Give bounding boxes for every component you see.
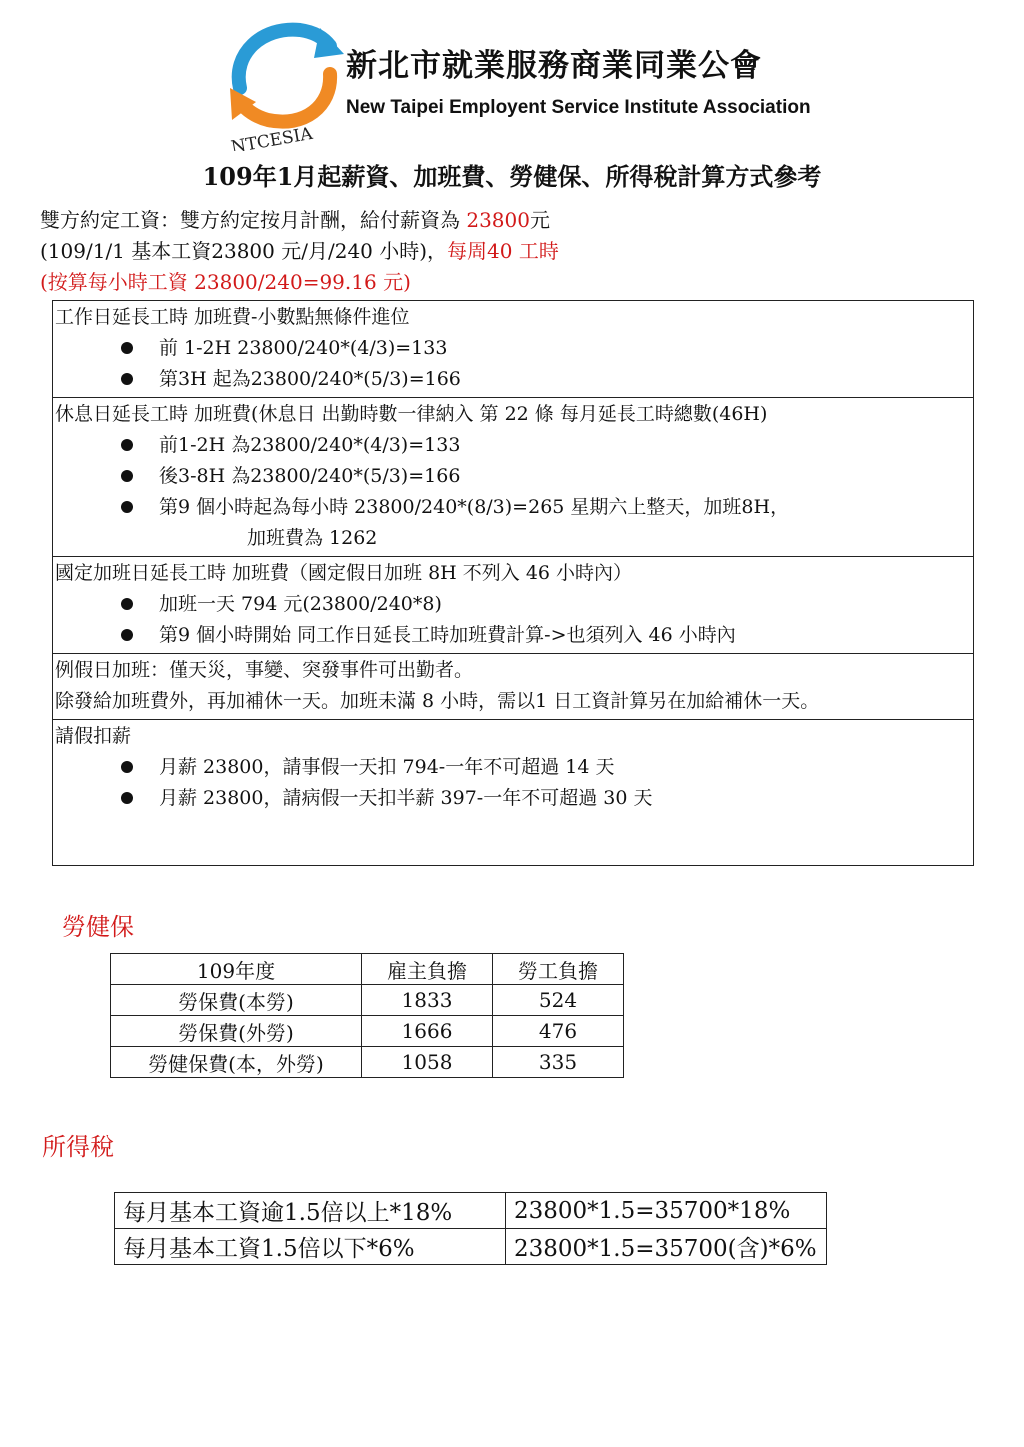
leave-deduction-heading: 請假扣薪 bbox=[55, 725, 132, 747]
circular-arrows-icon bbox=[222, 16, 347, 151]
table-header-cell: 雇主負擔 bbox=[362, 954, 493, 985]
leave-deduction-section bbox=[53, 720, 973, 865]
table-row bbox=[111, 985, 624, 1016]
table-row bbox=[111, 1047, 624, 1078]
weekday-overtime-section bbox=[53, 301, 973, 398]
table-cell: 勞保費(本勞) bbox=[111, 985, 362, 1016]
table-cell: 每月基本工資逾1.5倍以上*18% bbox=[115, 1193, 506, 1229]
table-header-cell: 勞工負擔 bbox=[493, 954, 624, 985]
list-item: 加班一天 794 元(23800/240*8) bbox=[55, 589, 973, 620]
table-row bbox=[111, 1016, 624, 1047]
holiday-overtime-heading: 國定加班日延長工時 加班費（國定假日加班 8H 不列入 46 小時內） bbox=[55, 562, 633, 584]
table-cell: 23800*1.5=35700(含)*6% bbox=[506, 1229, 827, 1265]
table-header-row bbox=[111, 954, 624, 985]
table-cell: 476 bbox=[493, 1016, 624, 1047]
restday-continuation: 加班費為 1262 bbox=[247, 527, 378, 549]
intro-salary-unit: 元 bbox=[529, 208, 550, 232]
restday-overtime-section bbox=[53, 398, 973, 557]
intro-weekly-hours: 每周40 工時 bbox=[447, 239, 559, 263]
table-cell: 335 bbox=[493, 1047, 624, 1078]
table-cell: 23800*1.5=35700*18% bbox=[506, 1193, 827, 1229]
table-cell: 1058 bbox=[362, 1047, 493, 1078]
table-cell: 勞健保費(本，外勞) bbox=[111, 1047, 362, 1078]
table-cell: 每月基本工資1.5倍以下*6% bbox=[115, 1229, 506, 1265]
table-cell: 524 bbox=[493, 985, 624, 1016]
regular-leave-line-1: 例假日加班：僅天災，事變、突發事件可出勤者。 bbox=[55, 659, 474, 681]
income-tax-table bbox=[114, 1192, 827, 1265]
list-item: 月薪 23800，請事假一天扣 794-一年不可超過 14 天 bbox=[55, 752, 973, 783]
intro-line-2 bbox=[40, 236, 559, 267]
list-item: 第3H 起為23800/240*(5/3)=166 bbox=[55, 364, 973, 395]
intro-hourly-wage: (按算每小時工資 23800/240=99.16 元) bbox=[40, 270, 411, 294]
weekday-overtime-heading: 工作日延長工時 加班費-小數點無條件進位 bbox=[55, 306, 410, 328]
table-cell: 1666 bbox=[362, 1016, 493, 1047]
holiday-overtime-section bbox=[53, 557, 973, 654]
list-item: 前 1-2H 23800/240*(4/3)=133 bbox=[55, 333, 973, 364]
list-item: 第9 個小時起為每小時 23800/240*(8/3)=265 星期六上整天，加班8H， bbox=[55, 492, 973, 523]
table-cell: 1833 bbox=[362, 985, 493, 1016]
list-item: 第9 個小時開始 同工作日延長工時加班費計算->也須列入 46 小時內 bbox=[55, 620, 973, 651]
logo-text: NTCESIA bbox=[229, 123, 315, 151]
table-header-cell: 109年度 bbox=[111, 954, 362, 985]
restday-overtime-heading: 休息日延長工時 加班費(休息日 出勤時數一律納入 第 22 條 每月延長工時總數(46H) bbox=[55, 403, 768, 425]
org-name-zh: 新北市就業服務商業同業公會 bbox=[346, 48, 762, 84]
regular-leave-section bbox=[53, 654, 973, 720]
list-item: 月薪 23800，請病假一天扣半薪 397-一年不可超過 30 天 bbox=[55, 783, 973, 814]
overtime-rules-box bbox=[52, 300, 974, 866]
intro-line-2-text: (109/1/1 基本工資23800 元/月/240 小時)， bbox=[40, 239, 448, 263]
income-tax-heading: 所得稅 bbox=[42, 1133, 114, 1161]
insurance-heading: 勞健保 bbox=[62, 913, 134, 941]
table-row bbox=[115, 1193, 827, 1229]
table-cell: 勞保費(外勞) bbox=[111, 1016, 362, 1047]
regular-leave-line-2: 除發給加班費外，再加補休一天。加班未滿 8 小時，需以1 日工資計算另在加給補休一天。 bbox=[55, 690, 820, 712]
intro-line-1 bbox=[40, 205, 550, 236]
association-logo bbox=[222, 16, 347, 151]
org-name-en: New Taipei Employent Service Institute Association bbox=[346, 97, 811, 118]
page-title: 109年1月起薪資、加班費、勞健保、所得稅計算方式參考 bbox=[202, 162, 822, 191]
list-item: 後3-8H 為23800/240*(5/3)=166 bbox=[55, 461, 973, 492]
intro-line-1-text: 雙方約定工資：雙方約定按月計酬，給付薪資為 bbox=[40, 208, 460, 232]
insurance-table bbox=[110, 953, 624, 1078]
table-row bbox=[115, 1229, 827, 1265]
list-item: 前1-2H 為23800/240*(4/3)=133 bbox=[55, 430, 973, 461]
intro-salary-value: 23800 bbox=[466, 208, 530, 232]
